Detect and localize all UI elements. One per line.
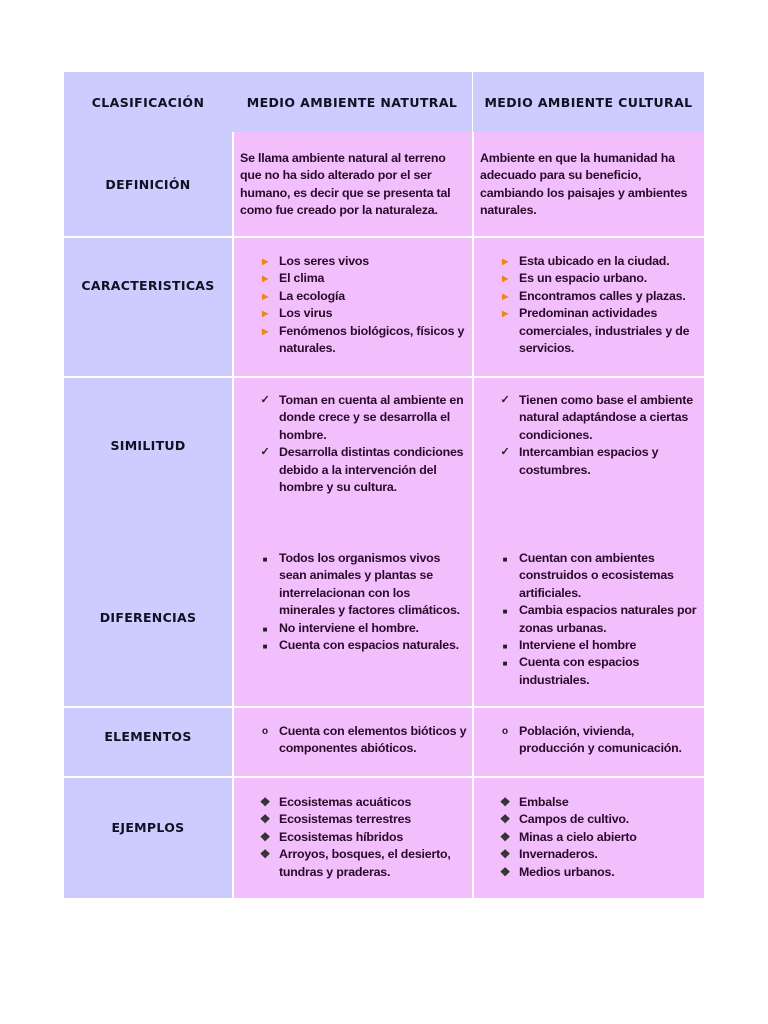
- cell-caracteristicas-natural: [234, 238, 472, 376]
- list-item: ■ Cuentan con ambientes construidos o ecosistemas artificiales.: [474, 550, 704, 602]
- row-label-text: EJEMPLOS: [111, 820, 185, 835]
- square-bullet-icon: ■: [502, 607, 508, 617]
- list-item: ❖ Campos de cultivo.: [474, 811, 704, 828]
- arrow-down-bullet-icon: ▸: [262, 271, 268, 286]
- arrow-down-bullet-icon: ▸: [502, 271, 508, 286]
- row-label-elementos: [64, 708, 232, 776]
- diamond-bullet-icon: ❖: [259, 795, 271, 809]
- row-label-text: DIFERENCIAS: [99, 609, 197, 625]
- list-item: ▸ Los virus: [234, 305, 472, 322]
- cell-similitud-natural: [234, 378, 472, 528]
- square-bullet-icon: ■: [262, 624, 268, 634]
- list-item: o Población, vivienda, producción y comunicación.: [474, 723, 704, 758]
- row-label-definicion: [64, 132, 232, 236]
- list-item: ❖ Ecosistemas terrestres: [234, 811, 472, 828]
- arrow-down-bullet-icon: ▸: [502, 288, 508, 303]
- cell-definicion-cultural: [474, 132, 704, 236]
- diamond-bullet-icon: ❖: [259, 812, 271, 827]
- square-bullet-icon: ■: [502, 659, 508, 669]
- circle-bullet-icon: o: [502, 726, 508, 737]
- definition-text: Ambiente en que la humanidad ha adecuado para su beneficio, cambiando los paisajes y ambientes naturales.: [480, 151, 688, 218]
- arrow-down-bullet-icon: ▸: [262, 288, 268, 303]
- list-item: ▸ Encontramos calles y plazas.: [474, 288, 704, 305]
- square-bullet-icon: ■: [502, 642, 508, 652]
- list-item: ▸ Fenómenos biológicos, físicos y naturales.: [234, 323, 472, 358]
- header-cultural: [473, 72, 704, 132]
- list-item: ✓ Tienen como base el ambiente natural adaptándose a ciertas condiciones.: [474, 392, 704, 444]
- diamond-bullet-icon: ❖: [499, 795, 511, 809]
- row-label-text: SIMILITUD: [110, 438, 186, 453]
- arrow-down-bullet-icon: ▸: [262, 306, 268, 321]
- list-item: ▸ Predominan actividades comerciales, industriales y de servicios.: [474, 305, 704, 357]
- diamond-bullet-icon: ❖: [259, 829, 271, 844]
- cell-diferencias-cultural: [474, 528, 704, 706]
- comparison-table: [64, 72, 704, 898]
- list-item: ■ Todos los organismos vivos sean animales y plantas se interrelacionan con los minerales y factores climáticos.: [234, 550, 472, 620]
- cell-caracteristicas-cultural: [474, 238, 704, 376]
- row-label-diferencias: [64, 528, 232, 706]
- checkmark-icon: ✓: [500, 394, 510, 406]
- list-item: ■ Cambia espacios naturales por zonas urbanas.: [474, 602, 704, 637]
- list-item: ❖ Arroyos, bosques, el desierto, tundras y praderas.: [259, 847, 451, 879]
- list-item: ■ Cuenta con espacios industriales.: [474, 654, 704, 689]
- row-label-similitud: [64, 378, 232, 528]
- square-bullet-icon: ■: [502, 555, 508, 564]
- spacer: [232, 130, 233, 132]
- circle-bullet-icon: o: [262, 726, 268, 737]
- diamond-bullet-icon: ❖: [499, 864, 511, 879]
- list-item: ✓ Desarrolla distintas condiciones debido a la intervención del hombre y su cultura.: [234, 444, 472, 496]
- checkmark-icon: ✓: [260, 394, 270, 406]
- list-item: ❖ Medios urbanos.: [474, 864, 704, 881]
- square-bullet-icon: ■: [262, 555, 268, 564]
- diamond-bullet-icon: ❖: [499, 847, 511, 862]
- list-item: ❖ Invernaderos.: [474, 846, 704, 863]
- cell-definicion-natural: [234, 132, 472, 236]
- header-cultural-text: MEDIO AMBIENTE CULTURAL: [484, 94, 693, 110]
- header-natural-text: MEDIO AMBIENTE NATUTRAL: [246, 94, 458, 110]
- header-clasificacion-text: CLASIFICACIÓN: [91, 94, 205, 110]
- arrow-down-bullet-icon: ▸: [262, 254, 268, 268]
- arrow-down-bullet-icon: ▸: [502, 254, 508, 268]
- list-item: ▸ Los seres vivos: [234, 253, 472, 270]
- list-item: ■ Cuenta con espacios naturales.: [234, 637, 472, 654]
- list-item: o Cuenta con elementos bióticos y componentes abióticos.: [234, 723, 472, 758]
- header-natural: [232, 72, 472, 132]
- list-item: ▸ Es un espacio urbano.: [474, 270, 704, 287]
- list-item: ❖ Embalse: [474, 794, 704, 811]
- cell-similitud-cultural: [474, 378, 704, 528]
- list-item: ■ No interviene el hombre.: [234, 620, 472, 637]
- list-item: ❖ Ecosistemas híbridos: [234, 829, 472, 846]
- diamond-bullet-icon: ❖: [499, 812, 511, 827]
- list-item: ✓ Toman en cuenta al ambiente en donde crece y se desarrolla el hombre.: [234, 392, 472, 444]
- cell-ejemplos-natural: [234, 778, 472, 898]
- list-item: ▸ El clima: [234, 270, 472, 287]
- cell-elementos-natural: [234, 708, 472, 776]
- header-clasificacion: [64, 72, 232, 132]
- list-item: ✓ Intercambian espacios y costumbres.: [474, 444, 704, 479]
- row-label-text: DEFINICIÓN: [105, 176, 191, 192]
- row-label-text: CARACTERISTICAS: [81, 278, 215, 293]
- cell-diferencias-natural: [234, 528, 472, 706]
- checkmark-icon: ✓: [260, 446, 270, 459]
- list-item: ▸ Esta ubicado en la ciudad.: [474, 253, 704, 270]
- diamond-bullet-icon: ❖: [259, 847, 271, 862]
- list-item: ■ Interviene el hombre: [474, 637, 704, 654]
- checkmark-icon: ✓: [500, 446, 510, 459]
- cell-ejemplos-cultural: [474, 778, 704, 898]
- arrow-down-bullet-icon: ▸: [262, 323, 268, 338]
- diamond-bullet-icon: ❖: [499, 829, 511, 844]
- list-item: ▸ La ecología: [234, 288, 472, 305]
- row-label-ejemplos: [64, 778, 232, 898]
- cell-elementos-cultural: [474, 708, 704, 776]
- definition-text: Se llama ambiente natural al terreno que no ha sido alterado por el ser humano, es decir que se presenta tal como fue creado por la naturaleza.: [240, 151, 451, 218]
- row-label-caracteristicas: [64, 238, 232, 376]
- list-item: ❖ Minas a cielo abierto: [474, 829, 704, 846]
- square-bullet-icon: ■: [262, 642, 268, 652]
- row-label-text: ELEMENTOS: [104, 729, 192, 744]
- arrow-down-bullet-icon: ▸: [502, 306, 508, 321]
- list-item: ❖ Ecosistemas acuáticos: [234, 794, 472, 811]
